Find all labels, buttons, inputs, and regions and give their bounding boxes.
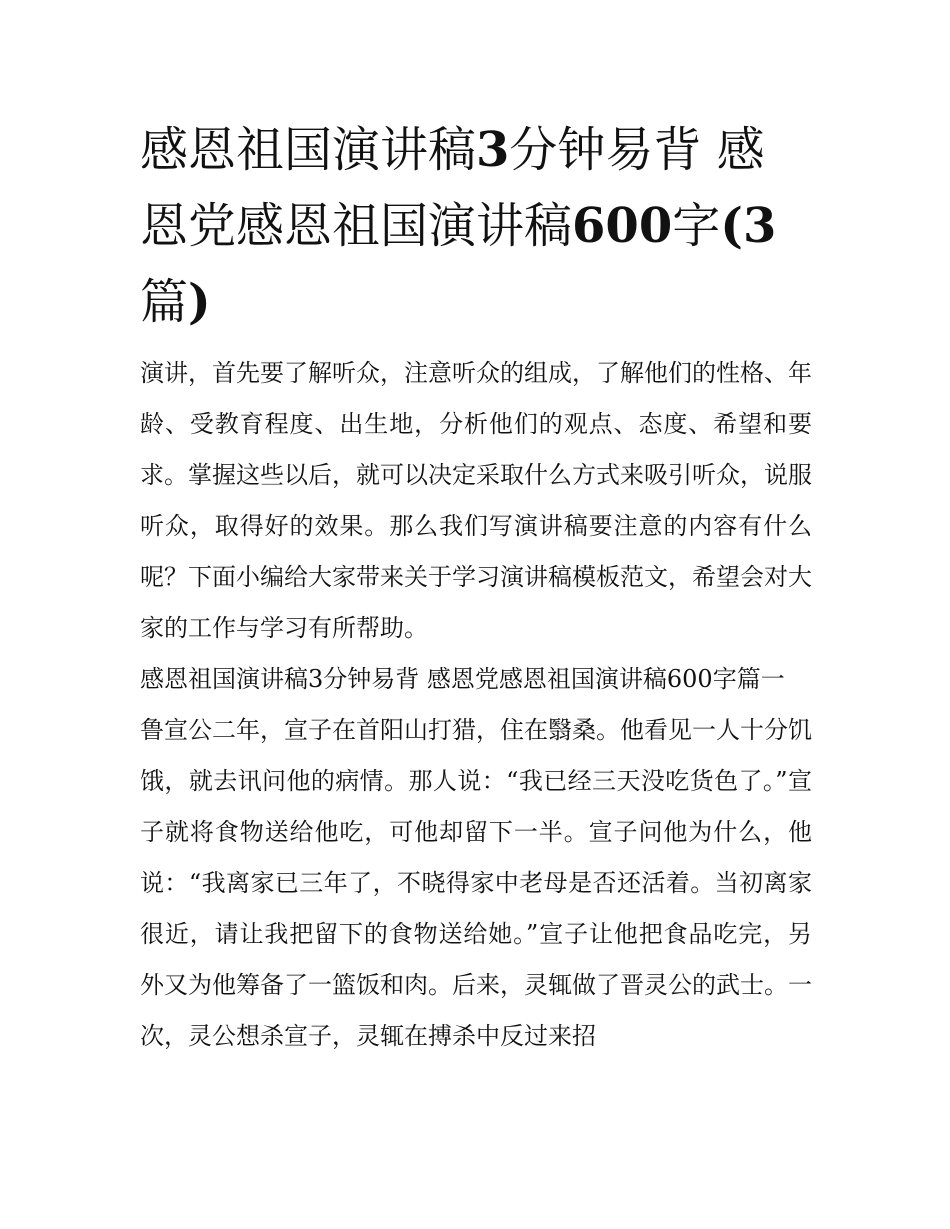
intro-paragraph: 演讲，首先要了解听众，注意听众的组成，了解他们的性格、年龄、受教育程度、出生地，分析他们的观点、态度、希望和要求。掌握这些以后，就可以决定采取什么方式来吸引听众，说服听众，取得好的效果。那么我们写演讲稿要注意的内容有什么呢？下面小编给大家带来关于学习演讲稿模板范文，希望会对大家的工作与学习有所帮助。 — [140, 359, 812, 642]
document-title: 感恩祖国演讲稿3分钟易背 感恩党感恩祖国演讲稿600字(3篇) — [140, 122, 777, 330]
section-heading: 感恩祖国演讲稿3分钟易背 感恩党感恩祖国演讲稿600字篇一 — [140, 665, 785, 693]
body-paragraph: 鲁宣公二年，宣子在首阳山打猎，住在翳桑。他看见一人十分饥饿，就去讯问他的病情。那人说：“我已经三天没吃货色了。”宣子就将食物送给他吃，可他却留下一半。宣子问他为什么，他说：“我离家已三年了，不晓得家中老母是否还活着。当初离家很近，请让我把留下的食物送给她。”宣子让他把食品吃完，另外又为他筹备了一篮饭和肉。后来，灵辄做了晋灵公的武士。一次，灵公想杀宣子，灵辄在搏杀中反过来招 — [140, 716, 812, 1050]
document-content — [140, 112, 812, 1062]
